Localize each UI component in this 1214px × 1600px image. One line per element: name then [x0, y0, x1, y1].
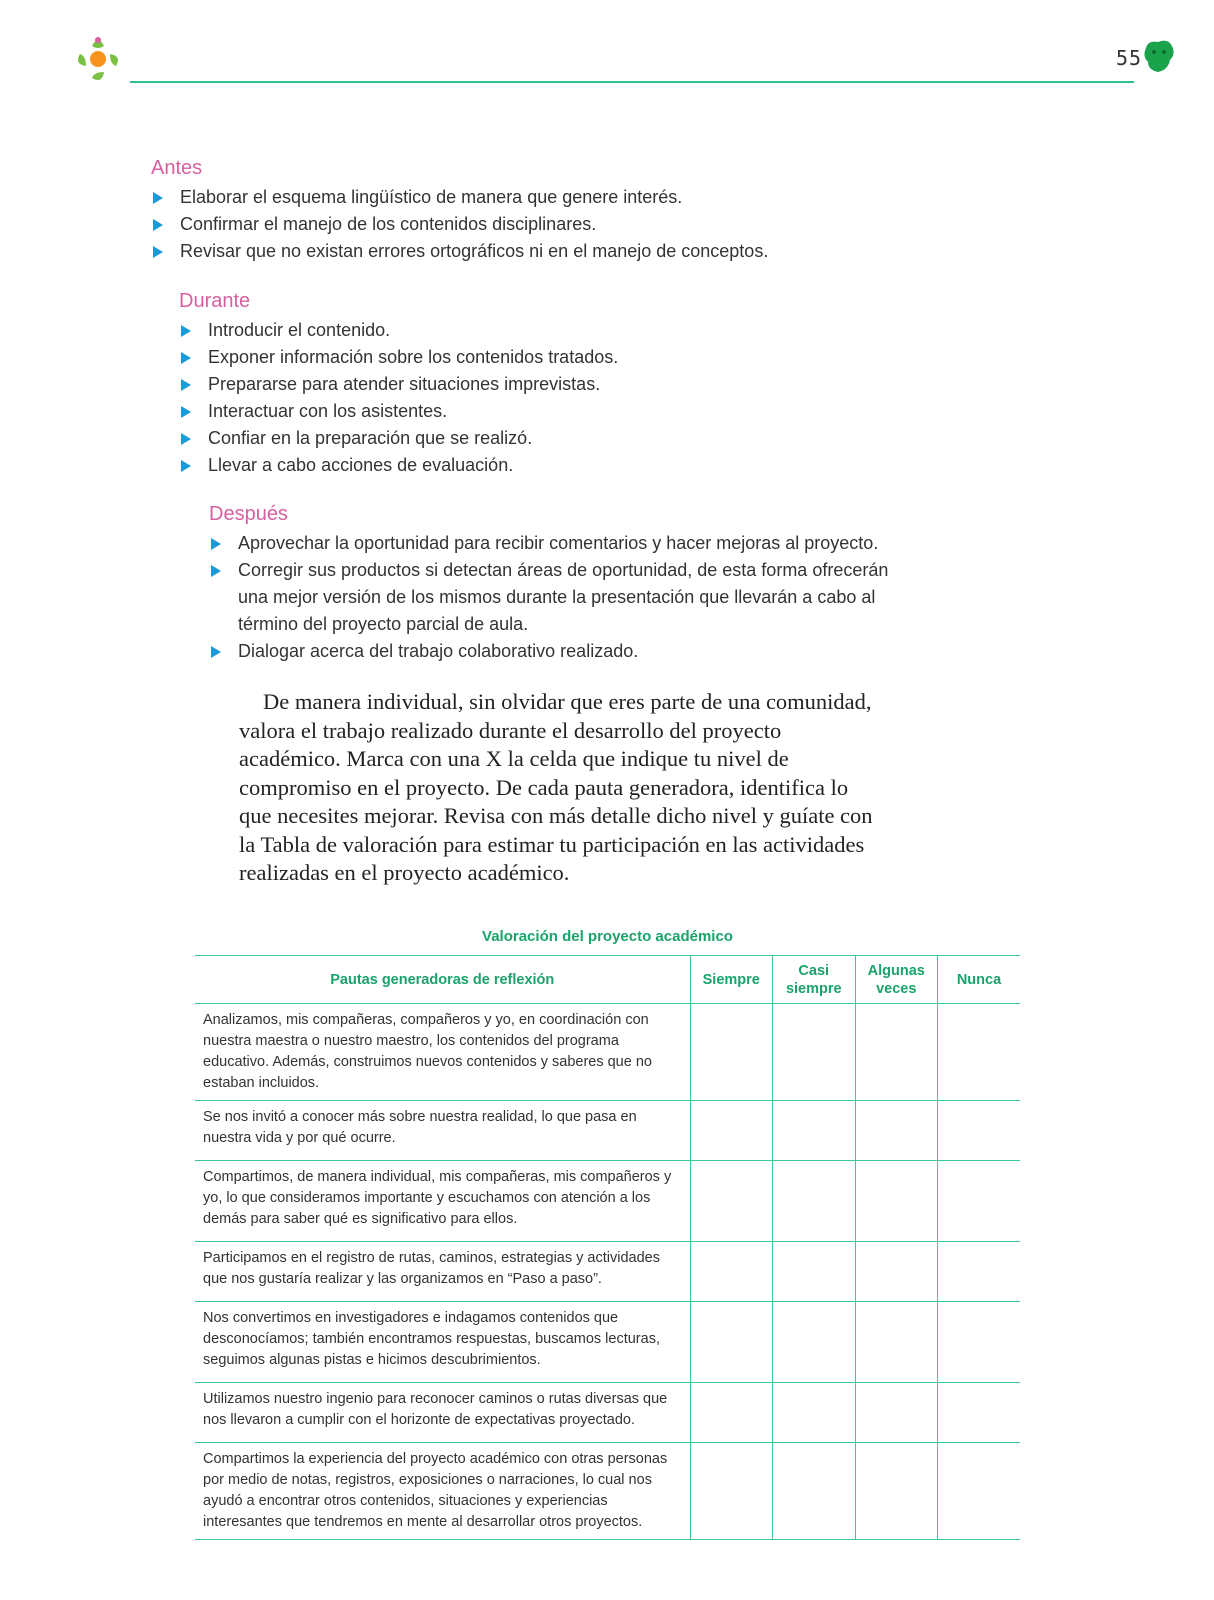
algunas-veces-cell[interactable] [855, 1443, 938, 1540]
nunca-cell[interactable] [938, 1242, 1021, 1302]
criteria-cell: Nos convertimos en investigadores e indagamos contenidos que desconocíamos; también encontramos respuestas, buscamos lecturas, seguimos algunas pistas e hicimos descubrimientos. [195, 1302, 690, 1383]
triangle-bullet-icon [211, 565, 221, 577]
flower-logo-icon [70, 32, 128, 86]
casi-siempre-cell[interactable] [773, 1383, 856, 1443]
table-row [195, 1302, 1020, 1383]
table-row [195, 1161, 1020, 1242]
list-item: Confirmar el manejo de los contenidos disciplinares. [151, 211, 768, 238]
casi-siempre-cell[interactable] [773, 1101, 856, 1161]
siempre-cell[interactable] [690, 1161, 773, 1242]
algunas-veces-cell[interactable] [855, 1101, 938, 1161]
section-despues [209, 503, 889, 665]
siempre-cell[interactable] [690, 1004, 773, 1101]
nunca-cell[interactable] [938, 1161, 1021, 1242]
criteria-cell: Compartimos la experiencia del proyecto académico con otras personas por medio de notas, registros, exposiciones o narraciones, lo cual nos ayudó a encontrar otros contenidos, situaciones y experiencias interesantes que tendremos en mente al desarrollar otros proyectos. [195, 1443, 690, 1540]
list-item: Revisar que no existan errores ortográficos ni en el manejo de conceptos. [151, 238, 768, 265]
header-rule [130, 81, 1134, 83]
list-item: Llevar a cabo acciones de evaluación. [179, 452, 618, 479]
siempre-cell[interactable] [690, 1101, 773, 1161]
green-figure-icon [1142, 38, 1176, 76]
siempre-cell[interactable] [690, 1383, 773, 1443]
nunca-cell[interactable] [938, 1383, 1021, 1443]
nunca-cell[interactable] [938, 1004, 1021, 1101]
table-title: Valoración del proyecto académico [482, 928, 733, 945]
triangle-bullet-icon [181, 325, 191, 337]
criteria-cell: Utilizamos nuestro ingenio para reconocer caminos o rutas diversas que nos llevaron a cumplir con el horizonte de expectativas proyectado. [195, 1383, 690, 1443]
section-title: Durante [179, 290, 251, 312]
casi-siempre-cell[interactable] [773, 1161, 856, 1242]
nunca-cell[interactable] [938, 1302, 1021, 1383]
header-siempre: Siempre [690, 956, 773, 1004]
evaluation-table [195, 955, 1020, 1540]
list-item: Prepararse para atender situaciones imprevistas. [179, 371, 618, 398]
siempre-cell[interactable] [690, 1302, 773, 1383]
header-nunca: Nunca [938, 956, 1021, 1004]
algunas-veces-cell[interactable] [855, 1302, 938, 1383]
table-row [195, 1443, 1020, 1540]
triangle-bullet-icon [181, 352, 191, 364]
list-item: Interactuar con los asistentes. [179, 398, 618, 425]
header-algunas-veces: Algunas veces [855, 956, 938, 1004]
triangle-bullet-icon [211, 538, 221, 550]
algunas-veces-cell[interactable] [855, 1383, 938, 1443]
table-row [195, 1383, 1020, 1443]
triangle-bullet-icon [153, 192, 163, 204]
algunas-veces-cell[interactable] [855, 1004, 938, 1101]
page-number: 55 [1116, 46, 1143, 70]
triangle-bullet-icon [181, 460, 191, 472]
list-item: Dialogar acerca del trabajo colaborativo realizado. [209, 638, 889, 665]
triangle-bullet-icon [153, 246, 163, 258]
casi-siempre-cell[interactable] [773, 1004, 856, 1101]
list-item: Confiar en la preparación que se realizó. [179, 425, 618, 452]
triangle-bullet-icon [211, 646, 221, 658]
criteria-cell: Analizamos, mis compañeras, compañeros y yo, en coordinación con nuestra maestra o nuestro maestro, los contenidos del programa educativo. Además, construimos nuevos contenidos y saberes que no estaban incluidos. [195, 1004, 690, 1101]
section-antes [151, 157, 768, 265]
siempre-cell[interactable] [690, 1443, 773, 1540]
siempre-cell[interactable] [690, 1242, 773, 1302]
triangle-bullet-icon [181, 433, 191, 445]
header-casi-siempre: Casi siempre [773, 956, 856, 1004]
list-item: Exponer información sobre los contenidos tratados. [179, 344, 618, 371]
table-row [195, 1004, 1020, 1101]
instructions-paragraph: De manera individual, sin olvidar que eres parte de una comunidad, valora el trabajo realizado durante el desarrollo del proyecto académico. Marca con una X la celda que indique tu nivel de compromiso en el proyecto. De cada pauta generadora, identifica lo que necesites mejorar. Revisa con más detalle dicho nivel y guíate con la Tabla de valoración para estimar tu participación en las actividades realizadas en el proyecto académico. [239, 689, 873, 885]
section-durante [179, 290, 618, 479]
list-item: Aprovechar la oportunidad para recibir comentarios y hacer mejoras al proyecto. [209, 530, 889, 557]
section-title: Después [209, 503, 288, 525]
nunca-cell[interactable] [938, 1443, 1021, 1540]
list-item: Introducir el contenido. [179, 317, 618, 344]
list-item: Elaborar el esquema lingüístico de manera que genere interés. [151, 184, 768, 211]
criteria-cell: Se nos invitó a conocer más sobre nuestra realidad, lo que pasa en nuestra vida y por qué ocurre. [195, 1101, 690, 1161]
criteria-cell: Participamos en el registro de rutas, caminos, estrategias y actividades que nos gustaría realizar y las organizamos en “Paso a paso”. [195, 1242, 690, 1302]
criteria-cell: Compartimos, de manera individual, mis compañeras, mis compañeros y yo, lo que consideramos importante y escuchamos con atención a los demás para saber qué es significativo para ellos. [195, 1161, 690, 1242]
table-row [195, 1101, 1020, 1161]
section-title: Antes [151, 157, 203, 179]
triangle-bullet-icon [181, 406, 191, 418]
nunca-cell[interactable] [938, 1101, 1021, 1161]
triangle-bullet-icon [181, 379, 191, 391]
header-criteria: Pautas generadoras de reflexión [195, 956, 690, 1004]
algunas-veces-cell[interactable] [855, 1242, 938, 1302]
table-row [195, 1242, 1020, 1302]
list-item: Corregir sus productos si detectan áreas de oportunidad, de esta forma ofrecerán una mejor versión de los mismos durante la presentación que llevarán a cabo al término del proyecto parcial de aula. [209, 557, 889, 638]
casi-siempre-cell[interactable] [773, 1302, 856, 1383]
algunas-veces-cell[interactable] [855, 1161, 938, 1242]
casi-siempre-cell[interactable] [773, 1443, 856, 1540]
triangle-bullet-icon [153, 219, 163, 231]
casi-siempre-cell[interactable] [773, 1242, 856, 1302]
table-header-row [195, 956, 1020, 1004]
